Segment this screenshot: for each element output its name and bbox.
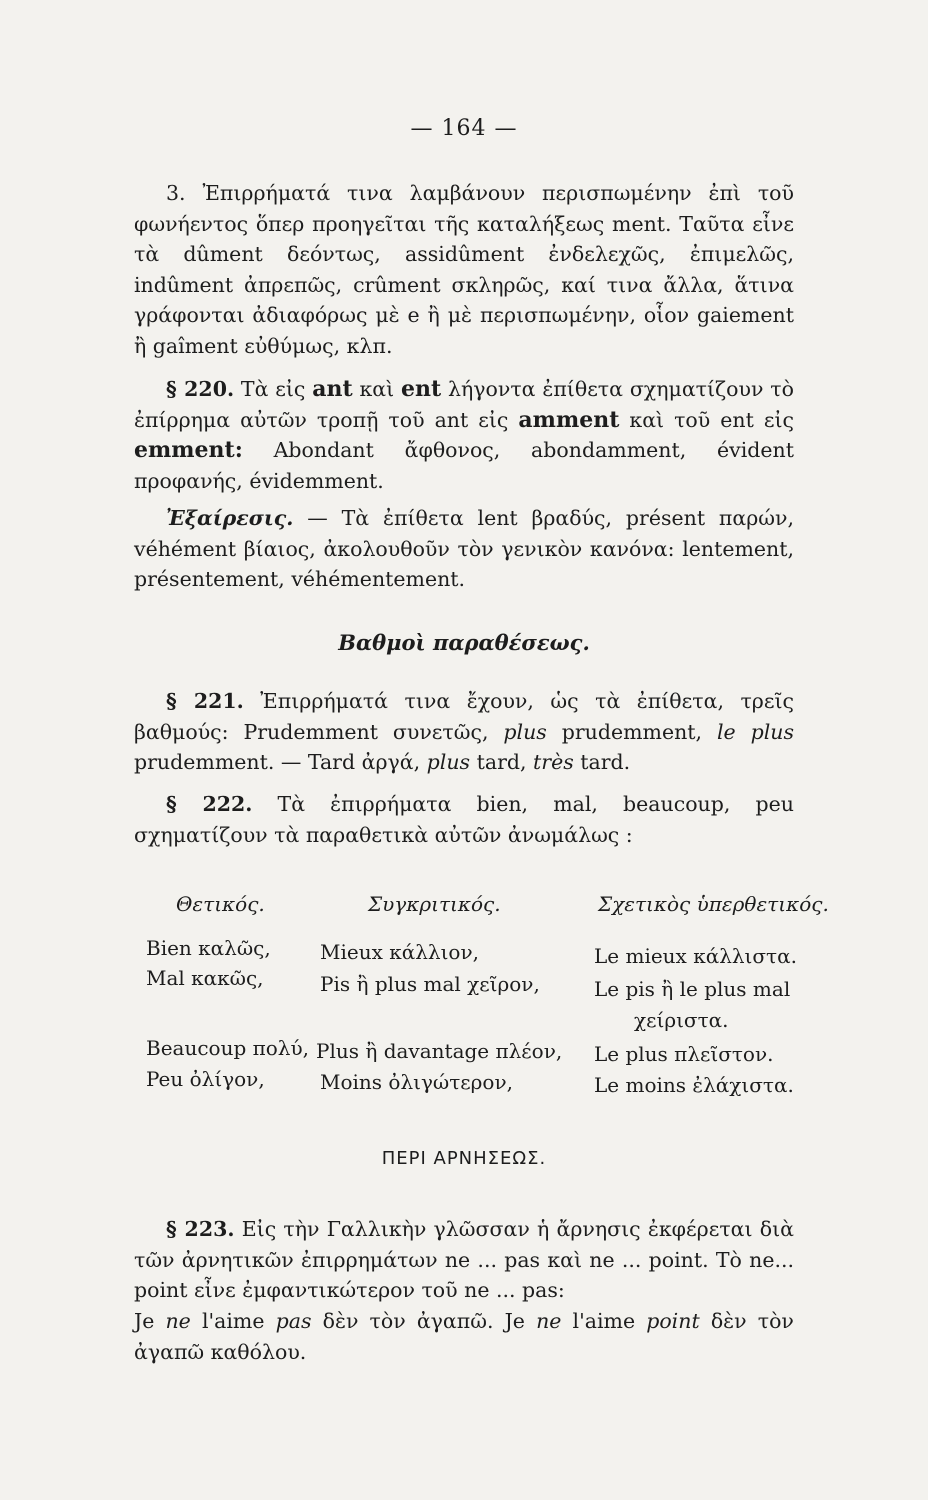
term-ant: ant	[312, 376, 353, 402]
text-span: λήγοντα ἐπίθετα σχηματίζουν τὸ ἐπίρρημα αὐτῶν τροπῇ τοῦ ant εἰς	[134, 377, 794, 432]
table-cell: Pis ἢ plus mal χεῖρον,	[320, 972, 540, 996]
exceptions-text: — Τὰ ἐπίθετα lent βραδύς, présent παρών, véhément βίαιος, ἀκολουθοῦν τὸν γενικὸν κανόνα: lentement, présentement, véhémentement.	[134, 506, 794, 591]
text-span: Ἐπιρρήματά τινα ἔχουν, ὡς τὰ ἐπίθετα, τρεῖς βαθμούς: Prudemment συνετῶς,	[134, 689, 794, 744]
paragraph-3	[134, 178, 794, 361]
section-222	[134, 789, 794, 850]
page-number: — 164 —	[410, 116, 518, 141]
section-223	[134, 1214, 794, 1306]
section-text: Εἰς τὴν Γαλλικὴν γλῶσσαν ἡ ἄρνησις ἐκφέρεται διὰ τῶν ἀρνητικῶν ἐπιρρημάτων ne ... pas καὶ ne ... point. Τὸ ne... point εἶνε ἐμφαντικώτερον τοῦ ne ... pas:	[134, 1217, 794, 1302]
table-cell: Le plus πλεῖστον.	[594, 1042, 774, 1066]
table-cell: Plus ἢ davantage πλέον,	[316, 1039, 563, 1063]
section-number: § 223.	[166, 1217, 235, 1241]
column-header-comparative: Συγκριτικός.	[368, 892, 501, 916]
table-cell: Mieux κάλλιον,	[320, 940, 479, 964]
table-cell: Peu ὀλίγον,	[146, 1067, 265, 1091]
italic-tres: très	[533, 750, 574, 774]
text-span: l'aime	[201, 1309, 265, 1333]
term-amment: amment	[518, 406, 620, 433]
term-emment: emment:	[134, 437, 243, 463]
section-number: § 222.	[166, 792, 253, 816]
exceptions-label: Ἐξαίρεσις.	[166, 506, 294, 530]
italic-point: point	[646, 1309, 700, 1333]
paragraph-number: 3.	[166, 181, 186, 205]
text-span: Abondant ἄφθονος, abondamment, évident προφανής, évidemment.	[134, 438, 794, 493]
table-cell: Bien καλῶς,	[146, 936, 271, 960]
italic-pas: pas	[275, 1309, 312, 1333]
table-cell: Beaucoup πολύ,	[146, 1036, 309, 1060]
table-cell: Moins ὀλιγώτερον,	[320, 1070, 513, 1094]
text-span: δὲν τὸν ἀγαπῶ καθόλου.	[134, 1309, 794, 1364]
text-span: l'aime	[572, 1309, 636, 1333]
text-span: prudemment,	[561, 719, 703, 744]
text-span: καὶ	[359, 377, 395, 401]
section-220	[134, 374, 794, 496]
italic-ne: ne	[165, 1309, 191, 1333]
heading-negation: ΠΕΡΙ ΑΡΝΗΣΕΩΣ.	[381, 1148, 547, 1169]
section-223-example	[134, 1306, 794, 1367]
section-221	[134, 686, 794, 778]
heading-degrees: Βαθμοὶ παραθέσεως.	[338, 630, 590, 655]
section-number: § 220.	[166, 377, 235, 401]
text-span: καὶ τοῦ ent εἰς	[629, 407, 794, 432]
table-cell: Mal κακῶς,	[146, 966, 264, 990]
italic-plus: plus	[503, 719, 547, 744]
exceptions-paragraph	[134, 503, 794, 595]
section-text: Τὰ ἐπιρρήματα bien, mal, beaucoup, peu σχηματίζουν τὰ παραθετικὰ αὐτῶν ἀνωμάλως :	[134, 792, 794, 847]
italic-ne: ne	[536, 1309, 562, 1333]
table-cell: Le moins ἐλάχιστα.	[594, 1073, 794, 1097]
italic-le-plus: le plus	[717, 719, 794, 744]
table-cell: Le pis ἢ le plus mal	[594, 977, 791, 1001]
table-cell: χείριστα.	[634, 1008, 729, 1032]
text-span: Je	[134, 1309, 155, 1333]
italic-plus: plus	[426, 750, 471, 774]
section-number: § 221.	[166, 689, 244, 713]
column-header-positive: Θετικός.	[176, 892, 265, 916]
text-span: prudemment. — Tard ἀργά,	[134, 750, 421, 774]
table-cell: Le mieux κάλλιστα.	[594, 944, 797, 968]
text-span: Τὰ εἰς	[240, 377, 306, 401]
text-span: δὲν τὸν ἀγαπῶ. Je	[322, 1309, 525, 1333]
term-ent: ent	[401, 376, 442, 402]
text-span: tard.	[580, 750, 631, 774]
text-span: tard,	[476, 750, 527, 774]
paragraph-text: Ἐπιρρήματά τινα λαμβάνουν περισπωμένην ἐπὶ τοῦ φωνήεντος ὅπερ προηγεῖται τῆς καταλήξεως ment. Ταῦτα εἶνε τὰ dûment δεόντως, assidûment ἐνδελεχῶς, ἐπιμελῶς, indûment ἀπρεπῶς, crûment σκληρῶς, καί τινα ἄλλα, ἅτινα γράφονται ἀδιαφόρως μὲ e ἢ μὲ περισπωμένην, οἷον gaiement ἢ gaîment εὐθύμως, κλπ.	[134, 181, 794, 358]
column-header-superlative: Σχετικὸς ὑπερθετικός.	[598, 892, 829, 916]
